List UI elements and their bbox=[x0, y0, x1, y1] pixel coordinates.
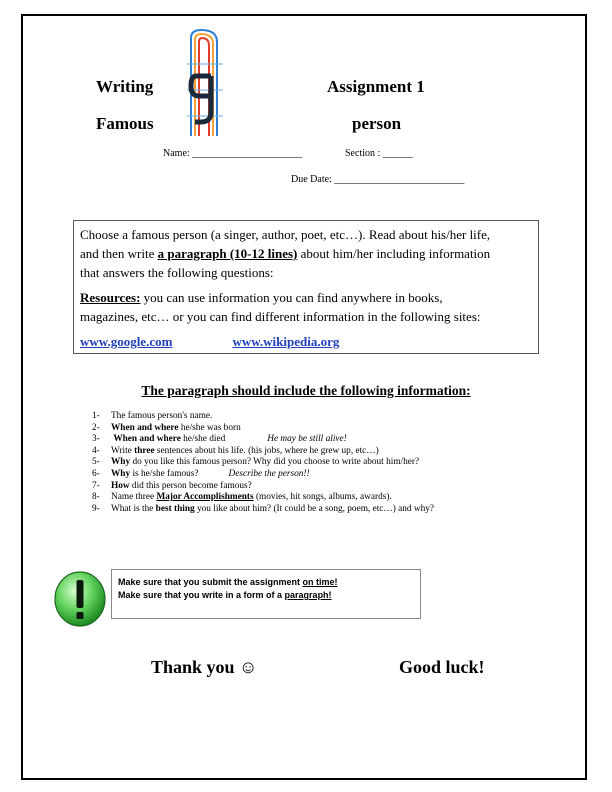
section-heading: The paragraph should include the following information: bbox=[141, 383, 471, 398]
due-date-field[interactable]: Due Date: __________________________ bbox=[291, 174, 465, 185]
section-field[interactable]: Section : ______ bbox=[345, 148, 413, 159]
list-item: 7- How did this person become famous? bbox=[92, 480, 252, 491]
good-luck-text: Good luck! bbox=[399, 657, 485, 677]
wikipedia-link[interactable]: www.wikipedia.org bbox=[232, 334, 340, 349]
paragraph-requirement: a paragraph (10-12 lines) bbox=[157, 246, 298, 261]
instructions-line: and then write a paragraph (10-12 lines) about him/her including information bbox=[80, 246, 491, 261]
title-writing: Writing bbox=[96, 77, 154, 96]
instructions-line: that answers the following questions: bbox=[80, 265, 274, 280]
list-note: Describe the person!! bbox=[228, 468, 310, 479]
title-assignment: Assignment 1 bbox=[327, 77, 425, 96]
resources-line: Resources: you can use information you can find anywhere in books, bbox=[80, 290, 443, 305]
notebook-letter-g-icon bbox=[187, 28, 223, 136]
exclamation-icon bbox=[53, 570, 107, 628]
question-list bbox=[92, 411, 434, 515]
title-person: person bbox=[352, 114, 402, 133]
resources-label: Resources: bbox=[80, 290, 141, 305]
list-item: 1- The famous person's name. bbox=[92, 411, 213, 421]
google-link[interactable]: www.google.com bbox=[80, 334, 173, 349]
name-field[interactable]: Name: ______________________ bbox=[163, 148, 303, 159]
notice-box bbox=[111, 569, 421, 619]
thank-you-text: Thank you ☺ bbox=[151, 657, 258, 677]
list-item: 3- When and where he/she died He may be still alive! bbox=[92, 434, 347, 445]
notice-line: Make sure that you write in a form of a paragraph! bbox=[118, 590, 332, 600]
list-item: 6- Why is he/she famous? Describe the person!! bbox=[92, 468, 310, 479]
notice-line: Make sure that you submit the assignment on time! bbox=[118, 577, 338, 587]
list-item: 9- What is the best thing you like about him? (It could be a song, poem, etc…) and why? bbox=[92, 503, 435, 514]
list-item: 5- Why do you like this famous person? Why did you choose to write about him/her? bbox=[92, 457, 420, 468]
instructions-box bbox=[73, 220, 539, 354]
list-note: He may be still alive! bbox=[267, 434, 347, 445]
title-famous: Famous bbox=[96, 114, 154, 133]
list-item: 4- Write three sentences about his life. (his jobs, where he grew up, etc…) bbox=[92, 445, 379, 456]
list-item: 8- Name three Major Accomplishments (movies, hit songs, albums, awards). bbox=[92, 492, 392, 503]
instructions-line: Choose a famous person (a singer, author, poet, etc…). Read about his/her life, bbox=[80, 227, 491, 242]
resources-line: magazines, etc… or you can find different information in the following sites: bbox=[80, 309, 481, 324]
list-item: 2- When and where he/she was born bbox=[92, 422, 241, 433]
